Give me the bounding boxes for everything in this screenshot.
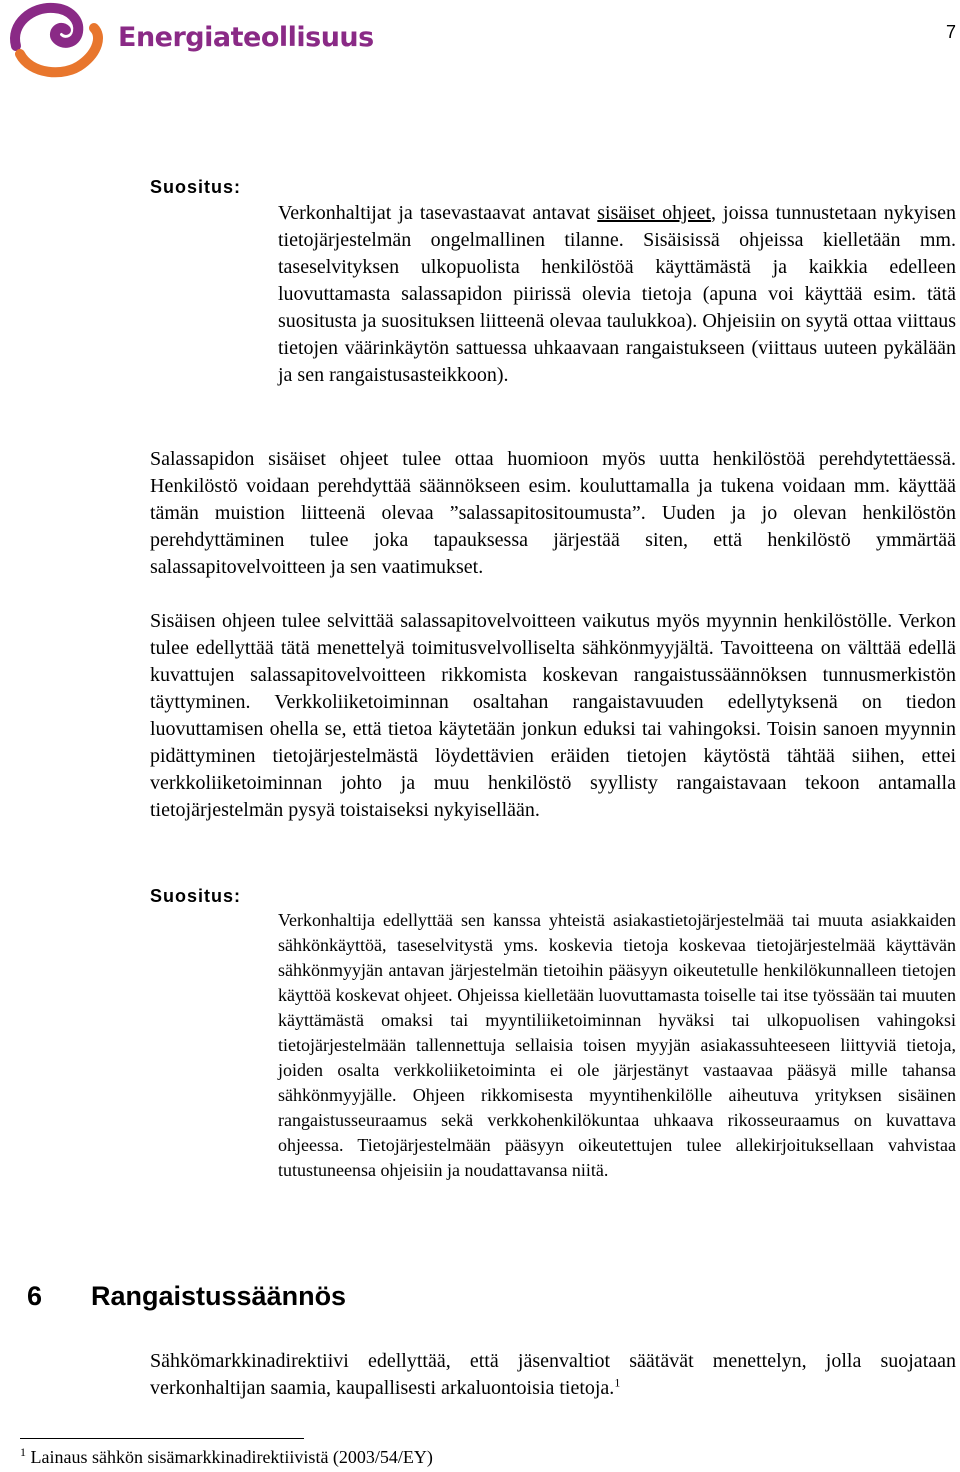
footnote-marker: 1 [20, 1445, 26, 1459]
body-paragraph: Salassapidon sisäiset ohjeet tulee ottaa huomioon myös uutta henkilöstöä perehdytettäessä. Henkilöstö voidaan perehdyttää säännökseen esim. kouluttamalla ja tukena voidaan mm. käyttää tämän muistion liitteenä olevaa ”salassapitositoumusta”. Uuden ja jo olevan henkilöstön perehdyttäminen tulee joka tapauksessa järjestää siten, että henkilöstö ymmärtää salassapitovelvoitteen ja sen vaatimukset. [150, 448, 956, 578]
footnote-reference[interactable]: 1 [614, 1375, 621, 1390]
section-text [150, 1348, 956, 1402]
recommendation-text [278, 200, 956, 389]
recommendation-label: Suositus: [150, 177, 242, 197]
section-title: Rangaistussäännös [91, 1281, 347, 1311]
footnote-divider [20, 1438, 304, 1439]
logo-mark-icon [6, 2, 106, 78]
recommendation-text: Verkonhaltija edellyttää sen kanssa yhteistä asiakastietojärjestelmää tai muuta asiakkaiden sähkönkäyttöä, taseselvitystä yms. koskevia tietoja koskevaa tietojärjestelmää käyttävän sähkönmyyjän antavan järjestelmän tietoihin pääsyyn oikeutetulle henkilökunnalleen tietojen käyttöä koskevat ohjeet. Ohjeissa kielletään luovuttamasta toiselle tai itse työssään tai muuten käyttämästä omaksi tai myyntiliiketoiminnan hyväksi tai ulkopuolisen vahingoksi tietojärjestelmään tallennettuja sellaisia toisen myyjän asiakassuhteeseen liittyviä tietoja, joiden osalta verkkoliiketoiminta ei ole järjestänyt vastaavaa pääsyä mille tahansa sähkönmyyjälle. Ohjeen rikkomisesta myyntihenkilölle aiheutuva yrityksen sisäinen rangaistusseuraamus sekä verkkohenkilökuntaa uhkaava rikosseuraamus on kuvattava ohjeessa. Tietojärjestelmään pääsyyn oikeutettujen tulee allekirjoituksellaan vahvistaa tutustuneensa ohjeisiin ja noudattavansa niitä. [278, 910, 956, 1180]
section-number: 6 [27, 1281, 43, 1311]
recommendation-label: Suositus: [150, 886, 242, 906]
brand-name: Energiateollisuus [118, 22, 374, 53]
internal-instructions-term: sisäiset ohjeet [597, 202, 711, 224]
footnote [20, 1447, 433, 1468]
body-paragraph: Sisäisen ohjeen tulee selvittää salassapitovelvoitteen vaikutus myös myynnin henkilöstölle. Verkon tulee edellyttää tätä menettelyä toimitusvelvolliselta sähkönmyyjältä. Tavoitteena on välttää edellä kuvattujen salassapitovelvoitteen rikkomista koskevan rangaistussäännöksen tunnusmerkistön täyttyminen. Verkkoliiketoiminnan osaltahan rangaistavuuden edellytyksenä on tiedon luovuttamisen ohella se, että tietoa käytetään jonkun eduksi tai vahingoksi. Toisin sanoen myynnin pidättyminen tietojärjestelmästä löydettävien eräiden tietojen käytöstä tähtää siihen, ettei verkkoliiketoiminnan johto ja muu henkilöstö syyllisty rangaistavaan tekoon antamalla tietojärjestelmän pysyä toistaiseksi nykyisellään. [150, 610, 956, 821]
page-number: 7 [945, 22, 956, 42]
section-text-body: Sähkömarkkinadirektiivi edellyttää, että jäsenvaltiot säätävät menettelyn, jolla suojataan verkonhaltijan saamia, kaupallisesti arkaluontoisia tietoja. [150, 1350, 956, 1399]
recommendation-text-rest: , joissa tunnustetaan nykyisen tietojärjestelmän ongelmallinen tilanne. Sisäisissä ohjeissa kielletään mm. taseselvityksen ulkopuolista henkilöstöä käyttämästä ja kaikkia edelleen luovuttamasta salassapidon piirissä olevia tietoja (apuna voi käyttää esim. tätä suositusta ja suosituksen liitteenä olevaa taulukkoa). Ohjeisiin on syytä ottaa viittaus tietojen väärinkäytön sattuessa uhkaavaan rangaistukseen (viittaus uuteen pykälään ja sen rangaistusasteikkoon). [278, 202, 957, 386]
recommendation-text-start: Verkonhaltijat ja tasevastaavat antavat [278, 202, 598, 224]
footnote-text: Lainaus sähkön sisämarkkinadirektiivistä (2003/54/EY) [30, 1447, 433, 1467]
energiateollisuus-logo [6, 2, 374, 80]
